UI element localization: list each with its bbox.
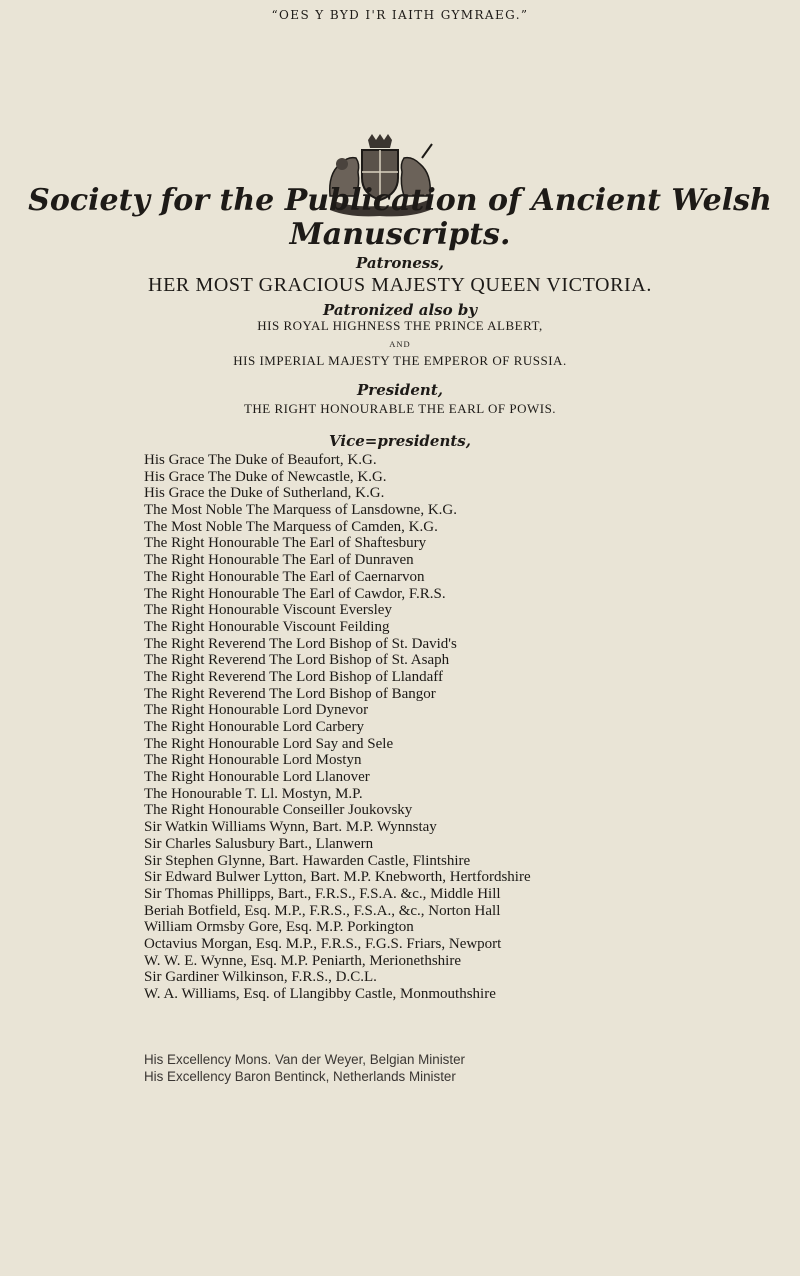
and-label: AND	[389, 339, 411, 349]
patron-emperor-russia: HIS IMPERIAL MAJESTY THE EMPEROR OF RUSSIA.	[233, 353, 567, 368]
vice-presidents-label: Vice=presidents,	[329, 432, 471, 450]
list-item: Beriah Botfield, Esq. M.P., F.R.S., F.S.A., &c., Norton Hall	[144, 902, 501, 919]
list-item: The Right Honourable Lord Mostyn	[144, 752, 362, 769]
list-item: His Grace The Duke of Newcastle, K.G.	[144, 468, 387, 485]
list-item: The Most Noble The Marquess of Lansdowne, K.G.	[144, 502, 458, 519]
list-item: The Right Honourable Viscount Feilding	[144, 618, 390, 635]
list-item: Sir Stephen Glynne, Bart. Hawarden Castle, Flintshire	[144, 852, 471, 869]
list-item: The Right Honourable Lord Say and Sele	[144, 735, 394, 752]
list-item: Sir Thomas Phillipps, Bart., F.R.S., F.S.A. &c., Middle Hill	[144, 885, 501, 902]
list-item: Octavius Morgan, Esq. M.P., F.R.S., F.G.S. Friars, Newport	[144, 935, 502, 952]
list-item: Sir Charles Salusbury Bart., Llanwern	[144, 835, 374, 852]
list-item: Sir Gardiner Wilkinson, F.R.S., D.C.L.	[144, 969, 377, 986]
list-item: The Right Honourable The Earl of Cawdor, F.R.S.	[144, 585, 446, 602]
list-item: Sir Watkin Williams Wynn, Bart. M.P. Wynnstay	[144, 819, 437, 836]
list-item: The Right Reverend The Lord Bishop of St. Asaph	[144, 652, 450, 669]
list-item: The Right Honourable Viscount Eversley	[144, 602, 392, 619]
patron-prince-albert: HIS ROYAL HIGHNESS THE PRINCE ALBERT,	[257, 318, 543, 333]
society-title-line-2: Manuscripts.	[289, 217, 511, 252]
welsh-motto: “OES Y BYD I'R IAITH GYMRAEG.”	[271, 8, 529, 22]
list-item: His Excellency Baron Bentinck, Netherlands Minister	[144, 1068, 456, 1084]
list-item: His Grace the Duke of Sutherland, K.G.	[144, 485, 385, 502]
list-item: The Right Reverend The Lord Bishop of Bangor	[144, 685, 436, 702]
list-item: W. A. Williams, Esq. of Llangibby Castle, Monmouthshire	[144, 986, 496, 1002]
list-item: The Right Reverend The Lord Bishop of St. David's	[144, 635, 457, 652]
list-item: William Ormsby Gore, Esq. M.P. Porkington	[144, 919, 414, 936]
list-item: Sir Edward Bulwer Lytton, Bart. M.P. Knebworth, Hertfordshire	[144, 869, 531, 886]
list-item: His Excellency Mons. Van der Weyer, Belgian Minister	[144, 1052, 466, 1067]
list-item: The Right Honourable The Earl of Caernarvon	[144, 568, 425, 585]
list-item: His Grace The Duke of Beaufort, K.G.	[144, 452, 377, 468]
list-item: The Honourable T. Ll. Mostyn, M.P.	[144, 785, 363, 802]
list-item: The Most Noble The Marquess of Camden, K.G.	[144, 518, 438, 535]
list-item: The Right Honourable Lord Llanover	[144, 769, 370, 786]
patroness-label: Patroness,	[356, 254, 444, 272]
ministers-list	[144, 1052, 465, 1085]
president-name: THE RIGHT HONOURABLE THE EARL OF POWIS.	[243, 401, 557, 416]
list-item: The Right Honourable Lord Dynevor	[144, 702, 369, 719]
society-title	[0, 184, 800, 252]
president-label: President,	[357, 381, 443, 399]
patroness-name: HER MOST GRACIOUS MAJESTY QUEEN VICTORIA.	[148, 274, 652, 296]
society-title-line-1: Society for the Publication of Ancient Welsh	[28, 183, 772, 218]
list-item: The Right Honourable The Earl of Dunraven	[144, 552, 414, 569]
list-item: The Right Honourable Conseiller Joukovsky	[144, 802, 413, 819]
also-patronized-label: Patronized also by	[322, 301, 478, 319]
list-item: The Right Honourable The Earl of Shaftesbury	[144, 535, 427, 552]
list-item: The Right Honourable Lord Carbery	[144, 719, 364, 735]
list-item: W. W. E. Wynne, Esq. M.P. Peniarth, Merionethshire	[144, 952, 461, 969]
list-item: The Right Reverend The Lord Bishop of Llandaff	[144, 668, 443, 685]
vice-presidents-list	[144, 452, 531, 1003]
